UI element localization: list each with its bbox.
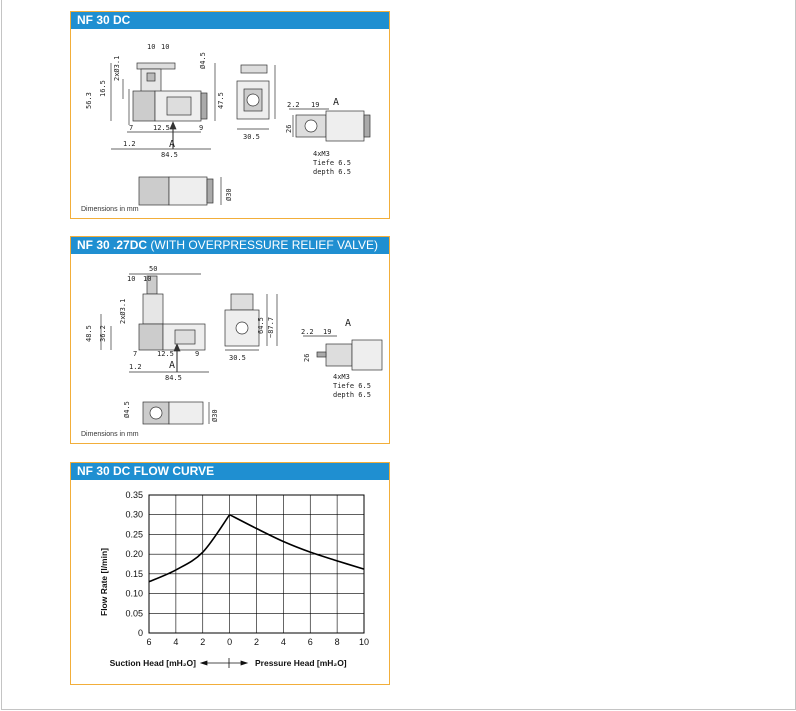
x-tick-label: 6 xyxy=(146,637,152,647)
dim-label: 12.5 xyxy=(153,124,170,132)
dimensions-note: Dimensions in mm xyxy=(81,206,139,213)
dim-label: Ø30 xyxy=(225,188,233,201)
view-label: A xyxy=(345,318,352,329)
panel-nf30dc xyxy=(70,11,390,219)
dim-label: 47.5 xyxy=(217,92,225,109)
y-tick-label: 0.15 xyxy=(125,568,143,579)
dim-label: 19 xyxy=(323,328,332,336)
dim-label: 2xØ3.1 xyxy=(113,55,121,81)
x-tick-label: 6 xyxy=(307,637,313,647)
dim-label: Ø30 xyxy=(211,409,219,422)
dim-label: 36.2 xyxy=(99,325,107,342)
view-label: A xyxy=(333,97,340,108)
dim-label: 26 xyxy=(303,353,311,362)
dim-label: 7 xyxy=(133,350,138,358)
dim-label: 2.2 xyxy=(287,101,300,109)
technical-drawing-nf30-27dc xyxy=(71,254,389,442)
dim-label: 10 xyxy=(147,43,156,51)
x-axis-label-suction: Suction Head [mH₂O] xyxy=(109,658,196,668)
dim-label: 2xØ3.1 xyxy=(119,298,127,324)
panel-title: NF 30 .27DC (WITH OVERPRESSURE RELIEF VALVE) xyxy=(71,237,389,254)
dim-label: 2.2 xyxy=(301,328,314,336)
dim-label: 1.2 xyxy=(129,363,142,371)
technical-drawing-nf30dc xyxy=(71,29,389,217)
dim-label: depth 6.5 xyxy=(333,391,371,399)
dim-label: 7 xyxy=(129,124,134,132)
dim-label: 26 xyxy=(285,124,293,133)
dim-label: 56.3 xyxy=(85,92,93,109)
panel-flow-curve xyxy=(70,462,390,685)
y-axis-label: Flow Rate [l/min] xyxy=(99,548,109,616)
arrow-label: A xyxy=(169,139,176,150)
x-tick-label: 0 xyxy=(227,637,233,647)
dimensions-note: Dimensions in mm xyxy=(81,431,139,438)
dim-label: 19 xyxy=(311,101,320,109)
panel-title: NF 30 DC FLOW CURVE xyxy=(71,463,389,480)
dim-label: 9 xyxy=(199,124,204,132)
dim-label: 12.5 xyxy=(157,350,174,358)
y-tick-label: 0.35 xyxy=(125,490,143,500)
flow-curve-chart xyxy=(71,480,389,683)
dim-label: 4xM3 xyxy=(313,150,330,158)
x-axis-label-pressure: Pressure Head [mH₂O] xyxy=(255,658,347,668)
dim-label: 30.5 xyxy=(243,133,260,141)
dim-label: 9 xyxy=(195,350,200,358)
x-tick-label: 4 xyxy=(173,637,179,647)
x-tick-label: 2 xyxy=(253,637,260,647)
dim-label: 1.2 xyxy=(123,140,136,148)
y-tick-label: 0.20 xyxy=(125,549,143,560)
dim-label: 10 xyxy=(127,275,136,283)
y-tick-label: 0 xyxy=(137,628,143,638)
dim-label: ~87.7 xyxy=(267,316,275,338)
y-tick-label: 0.10 xyxy=(125,588,143,599)
dim-label: 84.5 xyxy=(161,151,178,159)
dim-label: Ø4.5 xyxy=(123,401,131,418)
dim-label: Tiefe 6.5 xyxy=(333,382,371,390)
x-tick-label: 8 xyxy=(334,637,340,647)
y-tick-label: 0.30 xyxy=(125,509,143,520)
dim-label: Ø4.5 xyxy=(199,52,207,69)
dim-label: 10 xyxy=(143,275,152,283)
arrow-label: A xyxy=(169,360,176,371)
dim-label: 48.5 xyxy=(85,325,93,342)
x-tick-label: 2 xyxy=(200,637,206,647)
dim-label: 50 xyxy=(149,265,158,273)
dim-label: 30.5 xyxy=(229,354,246,362)
direction-arrows xyxy=(201,658,247,668)
x-tick-label: 4 xyxy=(280,637,286,647)
dim-label: 16.5 xyxy=(99,80,107,97)
y-tick-label: 0.25 xyxy=(125,529,143,540)
dim-label: 4xM3 xyxy=(333,373,350,381)
y-tick-label: 0.05 xyxy=(125,608,143,619)
dim-label: Tiefe 6.5 xyxy=(313,159,351,167)
panel-title: NF 30 DC xyxy=(71,12,389,29)
x-tick-label: 10 xyxy=(358,637,370,647)
dim-label: depth 6.5 xyxy=(313,168,351,176)
panel-nf30-27dc xyxy=(70,236,390,444)
dim-label: 64.5 xyxy=(257,317,265,334)
dim-label: 84.5 xyxy=(165,374,182,382)
dim-label: 10 xyxy=(161,43,170,51)
